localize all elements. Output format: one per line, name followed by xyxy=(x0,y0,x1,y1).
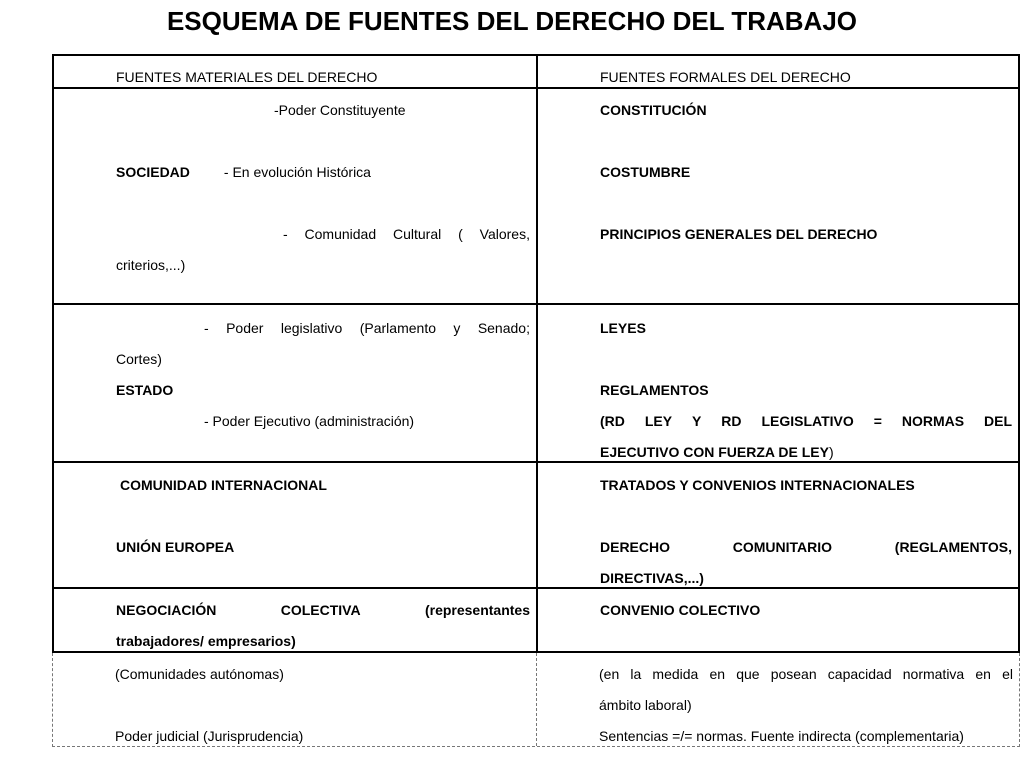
ambito-laboral-text: ámbito laboral) xyxy=(599,697,692,713)
negociacion-left-cell xyxy=(54,589,538,651)
comunidad-internacional-text: COMUNIDAD INTERNACIONAL xyxy=(120,477,327,493)
sociedad-right-cell xyxy=(538,89,1018,303)
sources-table xyxy=(52,54,1020,747)
rd-ley-text: (RD LEY Y RD LEGISLATIVO = NORMAS DEL xyxy=(600,413,1012,429)
internacional-left-cell xyxy=(54,463,538,587)
constitucion-text: CONSTITUCIÓN xyxy=(600,102,707,118)
table-row-estado xyxy=(52,305,1020,463)
evolucion-historica-text: - En evolución Histórica xyxy=(223,164,371,180)
principios-generales-text: PRINCIPIOS GENERALES DEL DERECHO xyxy=(600,226,878,242)
costumbre-text: COSTUMBRE xyxy=(600,164,691,180)
table-row-negociacion xyxy=(52,589,1020,653)
estado-right-cell xyxy=(538,305,1018,461)
table-header-row xyxy=(52,54,1020,89)
internacional-right-cell xyxy=(538,463,1018,587)
header-right-cell xyxy=(538,56,1018,87)
comunidad-cultural-text: - Comunidad Cultural ( Valores, xyxy=(283,226,530,242)
otros-right-cell xyxy=(537,653,1019,746)
table-row-otros xyxy=(52,653,1020,747)
negociacion-colectiva-text: NEGOCIACIÓN COLECTIVA (representantes xyxy=(116,602,530,618)
header-left-cell xyxy=(54,56,538,87)
sociedad-label: SOCIEDAD xyxy=(116,164,190,180)
negociacion-right-cell xyxy=(538,589,1018,651)
convenio-colectivo-text: CONVENIO COLECTIVO xyxy=(600,602,761,618)
reglamentos-text: REGLAMENTOS xyxy=(600,382,709,398)
header-material-sources: FUENTES MATERIALES DEL DERECHO xyxy=(116,69,378,85)
estado-left-cell xyxy=(54,305,538,461)
capacidad-normativa-text: (en la medida en que posean capacidad normativa en el xyxy=(599,666,1013,682)
poder-ejecutivo-text: - Poder Ejecutivo (administración) xyxy=(204,413,415,429)
derecho-comunitario-continuation: DIRECTIVAS,...) xyxy=(600,570,704,586)
derecho-comunitario-text: DERECHO COMUNITARIO (REGLAMENTOS, xyxy=(600,539,1012,555)
poder-legislativo-text: - Poder legislativo (Parlamento y Senado; xyxy=(204,320,530,336)
comunidades-autonomas-text: (Comunidades autónomas) xyxy=(115,666,284,682)
estado-label: ESTADO xyxy=(116,382,174,398)
comunidad-cultural-continuation: criterios,...) xyxy=(116,257,186,273)
table-row-internacional xyxy=(52,463,1020,589)
table-row-sociedad xyxy=(52,89,1020,305)
sociedad-left-cell xyxy=(54,89,538,303)
leyes-text: LEYES xyxy=(600,320,646,336)
union-europea-text: UNIÓN EUROPEA xyxy=(116,539,235,555)
rd-ley-continuation: EJECUTIVO CON FUERZA DE LEY) xyxy=(600,444,834,460)
negociacion-continuation: trabajadores/ empresarios) xyxy=(116,633,296,649)
header-formal-sources: FUENTES FORMALES DEL DERECHO xyxy=(600,69,851,85)
poder-constituyente-text: -Poder Constituyente xyxy=(274,102,406,118)
poder-legislativo-continuation: Cortes) xyxy=(116,351,162,367)
page-title: ESQUEMA DE FUENTES DEL DERECHO DEL TRABAJO xyxy=(166,6,858,36)
poder-judicial-text: Poder judicial (Jurisprudencia) xyxy=(115,728,304,744)
sociedad-line xyxy=(116,157,530,188)
sentencias-text: Sentencias =/= normas. Fuente indirecta (complementaria) xyxy=(599,728,964,744)
otros-left-cell xyxy=(53,653,537,746)
tratados-text: TRATADOS Y CONVENIOS INTERNACIONALES xyxy=(600,477,915,493)
